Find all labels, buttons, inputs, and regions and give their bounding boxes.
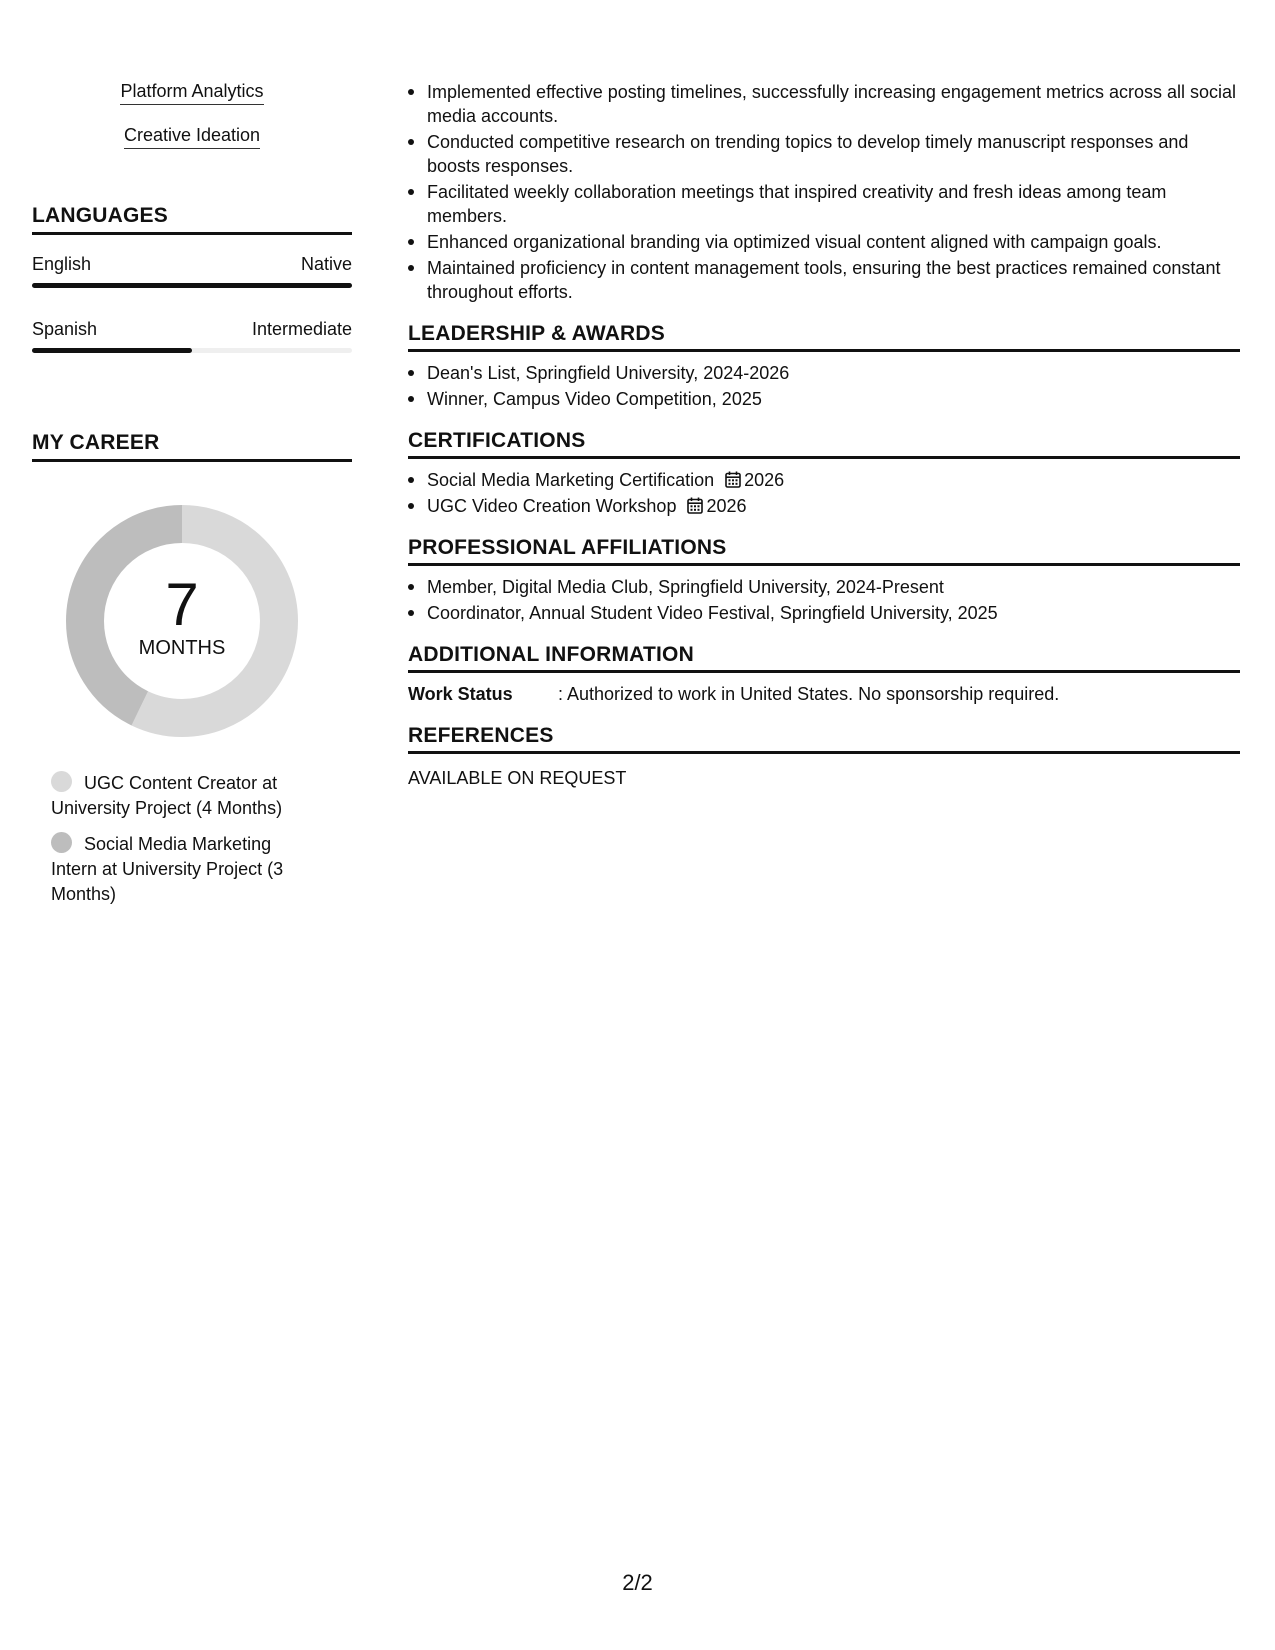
legend-dot-icon <box>51 771 72 792</box>
work-status-label: Work Status <box>408 684 513 704</box>
languages-heading: LANGUAGES <box>32 204 352 235</box>
language-bar <box>32 348 352 353</box>
career-unit: MONTHS <box>138 637 226 659</box>
calendar-icon <box>687 497 703 514</box>
career-section <box>32 431 352 907</box>
donut-center <box>66 505 298 737</box>
language-level: Native <box>300 254 352 274</box>
work-status-row <box>408 682 1240 706</box>
calendar-icon <box>725 471 741 488</box>
list-item: Facilitated weekly collaboration meetings that inspired creativity and fresh ideas among team members. <box>408 180 1240 228</box>
affiliations-heading: PROFESSIONAL AFFILIATIONS <box>408 535 1240 566</box>
certification-name: UGC Video Creation Workshop <box>427 496 677 516</box>
legend-item <box>51 832 306 907</box>
references-section <box>408 723 1240 790</box>
language-bar <box>32 283 352 288</box>
list-item: Dean's List, Springfield University, 2024-2026 <box>408 361 1240 385</box>
language-name: Spanish <box>32 319 98 339</box>
legend-dot-icon <box>51 832 72 853</box>
career-total: 7 <box>165 571 199 638</box>
additional-info-section <box>408 642 1240 706</box>
language-english <box>32 253 352 288</box>
career-legend <box>51 771 306 907</box>
list-item: Member, Digital Media Club, Springfield University, 2024-Present <box>408 575 1240 599</box>
language-level: Intermediate <box>251 319 352 339</box>
leadership-heading: LEADERSHIP & AWARDS <box>408 321 1240 352</box>
list-item: Conducted competitive research on trending topics to develop timely manuscript responses and boosts responses. <box>408 130 1240 178</box>
list-item <box>408 468 1240 492</box>
certification-year: 2026 <box>706 496 747 516</box>
leadership-section <box>408 321 1240 411</box>
main-content <box>408 80 1240 790</box>
affiliations-section <box>408 535 1240 625</box>
list-item: Enhanced organizational branding via optimized visual content aligned with campaign goals. <box>408 230 1240 254</box>
legend-item <box>51 771 306 821</box>
references-heading: REFERENCES <box>408 723 1240 754</box>
certifications-section <box>408 428 1240 518</box>
languages-section <box>32 204 352 353</box>
skill-item: Platform Analytics <box>120 80 263 105</box>
list-item: Implemented effective posting timelines, successfully increasing engagement metrics across all social media accounts. <box>408 80 1240 128</box>
legend-label: Social Media Marketing Intern at University Project (3 Months) <box>51 834 284 904</box>
skill-item: Creative Ideation <box>124 124 260 149</box>
career-heading: MY CAREER <box>32 431 352 462</box>
work-status-value: : Authorized to work in United States. No sponsorship required. <box>558 684 1060 704</box>
language-name: English <box>32 254 92 274</box>
additional-info-heading: ADDITIONAL INFORMATION <box>408 642 1240 673</box>
skill-list <box>32 80 352 168</box>
page-number: 2/2 <box>622 1570 653 1595</box>
legend-label: UGC Content Creator at University Project (4 Months) <box>51 773 283 818</box>
references-text: AVAILABLE ON REQUEST <box>408 768 627 788</box>
certifications-heading: CERTIFICATIONS <box>408 428 1240 459</box>
language-bar-fill <box>32 348 192 353</box>
language-bar-fill <box>32 283 352 288</box>
certification-year: 2026 <box>744 470 785 490</box>
certification-name: Social Media Marketing Certification <box>427 470 715 490</box>
list-item: Winner, Campus Video Competition, 2025 <box>408 387 1240 411</box>
list-item: Maintained proficiency in content management tools, ensuring the best practices remained constant throughout efforts. <box>408 256 1240 304</box>
experience-bullets <box>408 80 1240 304</box>
career-donut <box>66 505 298 737</box>
sidebar <box>32 80 352 918</box>
list-item: Coordinator, Annual Student Video Festival, Springfield University, 2025 <box>408 601 1240 625</box>
list-item <box>408 494 1240 518</box>
language-spanish <box>32 318 352 353</box>
